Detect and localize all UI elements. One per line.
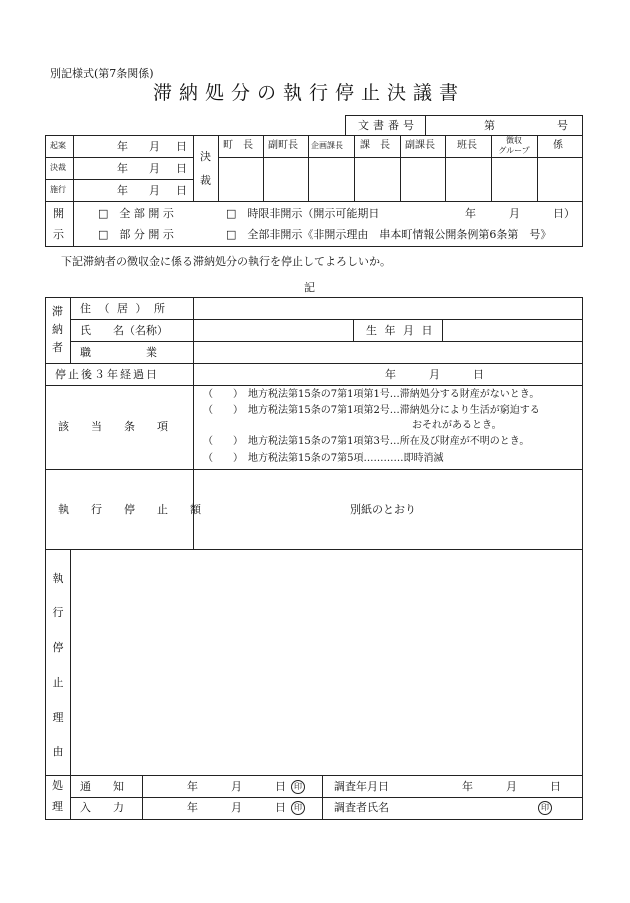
date-month: 月 — [149, 140, 160, 153]
date-year: 年 — [117, 140, 128, 153]
clause-item-2-cont: おそれがあるとき。 — [412, 420, 502, 431]
position-staff: 係 — [553, 140, 563, 151]
position-deputy-mayor: 副町長 — [268, 140, 298, 151]
amount-value: 別紙のとおり — [350, 503, 416, 516]
reason-char-1: 執 — [52, 572, 64, 585]
doc-number-label: 文書番号 — [358, 119, 418, 132]
occupation-label: 職 業 — [80, 346, 157, 359]
processing-label-2: 理 — [52, 800, 63, 813]
input-date: 年 月 日 — [187, 801, 286, 814]
position-team-leader: 班長 — [457, 140, 477, 151]
processing-label-1: 処 — [52, 779, 63, 792]
intro-sentence: 下記滞納者の徴収金に係る滞納処分の執行を停止してよろしいか。 — [61, 255, 391, 268]
document-title: 滞納処分の執行停止決議書 — [153, 82, 466, 104]
clauses-label: 該 当 条 項 — [58, 420, 168, 433]
position-collection-group: 徴収 グループ — [498, 136, 530, 155]
notice-label: 通 知 — [80, 780, 124, 793]
surveyor-name-label: 調査者氏名 — [334, 801, 389, 814]
date-day: 日 — [176, 140, 187, 153]
reason-char-6: 由 — [52, 745, 64, 758]
debtor-label-2: 納 — [52, 323, 63, 336]
clause-item-4[interactable]: （ ） 地方税法第15条の7第5項…………即時消滅 — [203, 453, 444, 464]
form-reference: 別記様式(第7条関係) — [50, 67, 154, 80]
disclosure-label-2: 示 — [53, 228, 64, 241]
doc-number-dai: 第 — [484, 119, 495, 132]
kessai-char-1: 決 — [200, 150, 211, 163]
surveyor-seal-icon: 印 — [538, 801, 552, 815]
three-years-label: 停止後３年経過日 — [55, 368, 159, 381]
date-day: 日 — [176, 162, 187, 175]
position-planning-chief: 企画課長 — [311, 141, 343, 150]
timed-nondisclosure-date: 年 月 日） — [465, 207, 575, 220]
survey-date-label: 調査年月日 — [334, 780, 389, 793]
full-disclosure-option[interactable]: □ 全 部 開 示 — [98, 207, 174, 220]
notice-date: 年 月 日 — [187, 780, 286, 793]
input-seal-icon: 印 — [291, 801, 305, 815]
disclosure-label-1: 開 — [53, 207, 64, 220]
clause-item-2[interactable]: （ ） 地方税法第15条の7第1項第2号…滞納処分により生活が窮迫する — [203, 405, 540, 416]
clause-item-3[interactable]: （ ） 地方税法第15条の7第1項第3号…所在及び財産が不明のとき。 — [203, 436, 530, 447]
reason-char-4: 止 — [52, 676, 64, 689]
notice-seal-icon: 印 — [291, 780, 305, 794]
date-day: 日 — [176, 184, 187, 197]
position-deputy-section-chief: 副課長 — [405, 140, 435, 151]
reason-char-3: 停 — [52, 641, 64, 654]
row-label-kessai: 決裁 — [50, 163, 66, 172]
full-nondisclosure-option[interactable]: □ 全部非開示《非開示理由 串本町情報公開条例第6条第 号》 — [226, 228, 552, 241]
survey-date: 年 月 日 — [462, 780, 561, 793]
position-mayor: 町 長 — [223, 140, 253, 151]
debtor-label-1: 滞 — [52, 305, 63, 318]
row-label-shiko: 施行 — [50, 185, 66, 194]
partial-disclosure-option[interactable]: □ 部 分 開 示 — [98, 228, 174, 241]
date-year: 年 — [117, 184, 128, 197]
date-year: 年 — [117, 162, 128, 175]
birthdate-label: 生 年 月 日 — [366, 324, 435, 337]
amount-label: 執 行 停 止 額 — [58, 503, 201, 516]
date-month: 月 — [149, 162, 160, 175]
timed-nondisclosure-option[interactable]: □ 時限非開示（開示可能期日 — [226, 207, 380, 220]
reason-char-2: 行 — [52, 606, 64, 619]
three-years-date: 年 月 日 — [385, 368, 484, 381]
row-label-kian: 起案 — [50, 141, 66, 150]
date-month: 月 — [149, 184, 160, 197]
kessai-char-2: 裁 — [200, 174, 211, 187]
reason-char-5: 理 — [52, 711, 64, 724]
address-label: 住 （ 居 ） 所 — [80, 302, 167, 315]
position-section-chief: 課 長 — [360, 140, 390, 151]
debtor-label-3: 者 — [52, 341, 63, 354]
ki-heading: 記 — [304, 281, 315, 294]
input-label: 入 力 — [80, 801, 124, 814]
name-label: 氏 名（名称） — [80, 324, 168, 337]
doc-number-go: 号 — [557, 119, 568, 132]
clause-item-1[interactable]: （ ） 地方税法第15条の7第1項第1号…滞納処分する財産がないとき。 — [203, 389, 540, 400]
